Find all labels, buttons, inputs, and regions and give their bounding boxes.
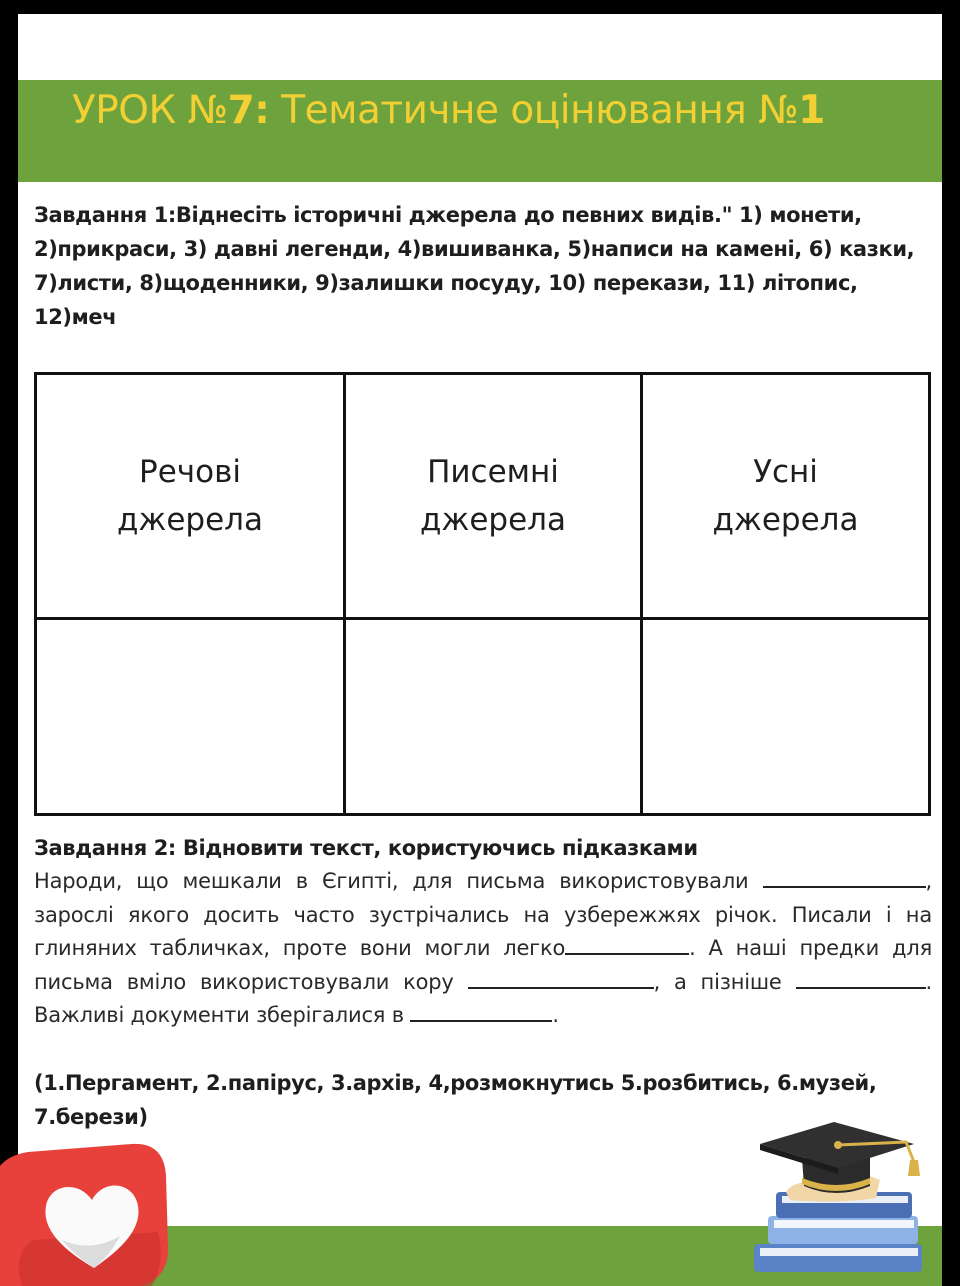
answer-cell-material[interactable] [36, 619, 345, 815]
title-banner [18, 80, 942, 182]
heart-like-badge-icon [0, 1136, 182, 1286]
fill-blank-1[interactable] [763, 866, 926, 888]
answer-cell-written[interactable] [345, 619, 642, 815]
table-header-row [36, 374, 930, 619]
fill-blank-5[interactable] [410, 1000, 552, 1022]
task2-paragraph: Народи, що мешкали в Єгипті, для письма використовували , зарослі якого досить часто зустрічались на узбережжях річок. Писали і на глиняних табличках, проте вони могли легко . А наші предки для письма вміло використовували кору , а пізніше . Важливі документи зберігалися в . [34, 865, 932, 1033]
lesson-number: 7: [227, 88, 270, 133]
sources-table [34, 372, 931, 816]
fill-blank-2[interactable] [565, 933, 689, 955]
answer-cell-oral[interactable] [642, 619, 930, 815]
lesson-title: УРОК №7: Тематичне оцінювання №1 [72, 88, 825, 133]
task2-title: Завдання 2: Відновити текст, користуючись підказками [34, 836, 698, 860]
header-cell-written: Писемні джерела [345, 374, 642, 619]
fill-blank-4[interactable] [796, 967, 926, 989]
worksheet-page [18, 14, 942, 1286]
assessment-number: 1 [798, 88, 825, 133]
hints-list: (1.Пергамент, 2.папірус, 3.архів, 4,розмокнутись 5.розбитись, 6.музей, 7.берези) [34, 1071, 877, 1129]
graduation-cap-books-icon [730, 1108, 930, 1272]
table-answer-row [36, 619, 930, 815]
header-cell-oral: Усні джерела [642, 374, 930, 619]
task1-text: Завдання 1:Віднесіть історичні джерела до певних видів." 1) монети, 2)прикраси, 3) давні легенди, 4)вишиванка, 5)написи на камені, 6) казки, 7)листи, 8)щоденники, 9)залишки посуду, 10) перекази, 11) літопис, 12)меч [34, 203, 915, 329]
fill-blank-3[interactable] [468, 967, 654, 989]
header-cell-material: Речові джерела [36, 374, 345, 619]
